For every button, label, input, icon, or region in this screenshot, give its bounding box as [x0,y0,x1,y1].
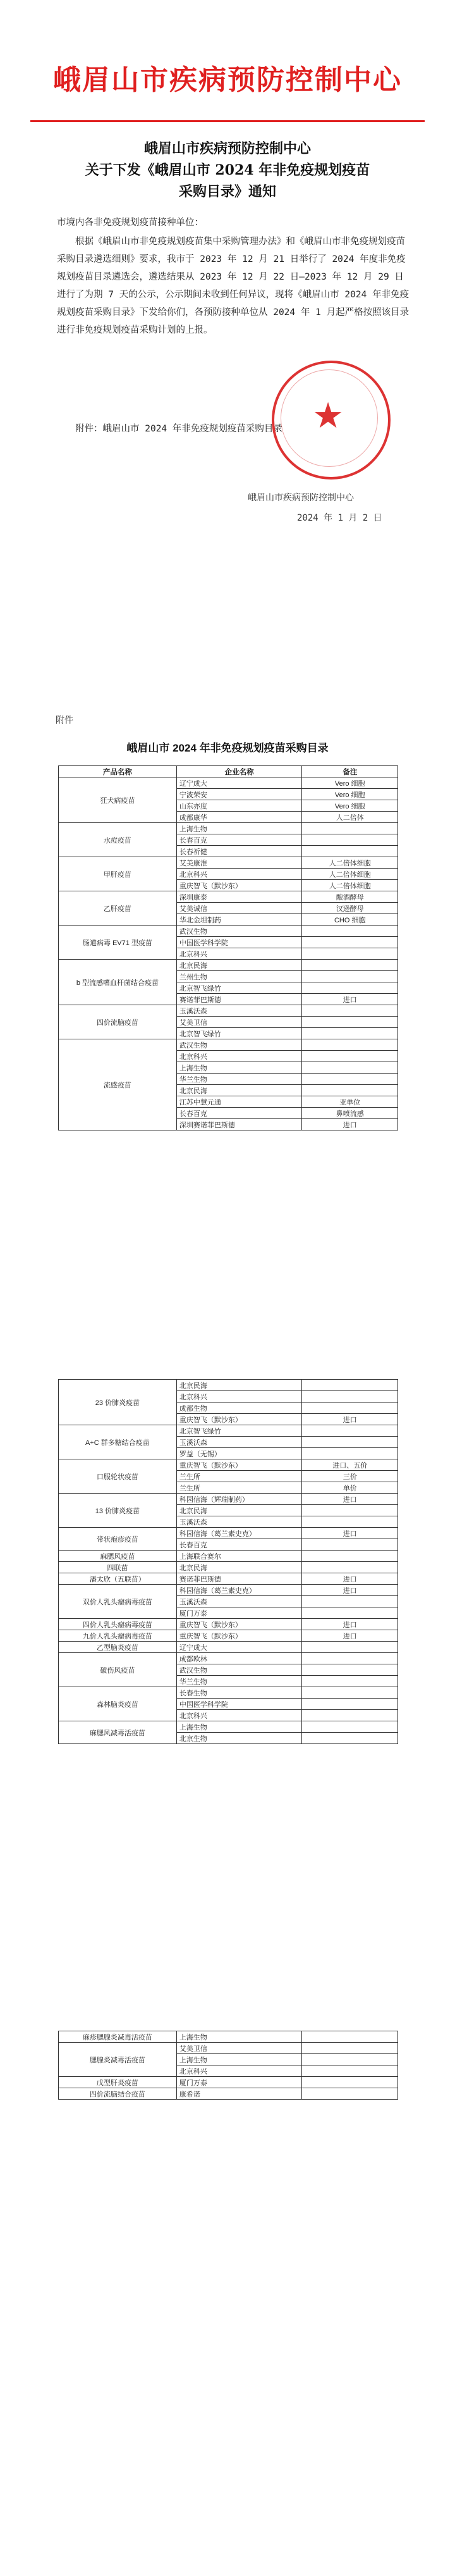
product-name-cell: 狂犬病疫苗 [59,777,177,823]
note-cell [302,1028,398,1039]
enterprise-cell: 北京科兴 [176,869,302,880]
seal-star-icon: ★ [312,395,344,437]
table-row [59,1039,398,1051]
note-cell: 三价 [302,1471,398,1482]
note-cell [302,1437,398,1448]
product-name-cell: 腮腺炎减毒活疫苗 [59,2043,177,2077]
note-cell: 汉逊酵母 [302,903,398,914]
note-cell [302,2088,398,2100]
note-cell [302,1403,398,1414]
table-row [59,891,398,903]
enterprise-cell: 重庆智飞（默沙东） [176,880,302,891]
product-name-cell: 口服轮状疫苗 [59,1459,177,1494]
enterprise-cell: 武汉生物 [176,926,302,937]
enterprise-cell: 长春百克 [176,1539,302,1551]
note-cell: 进口 [302,1573,398,1585]
note-cell: 进口、五价 [302,1459,398,1471]
enterprise-cell: 北京民海 [176,1562,302,1573]
product-name-cell: 四价人乳头瘤病毒疫苗 [59,1619,177,1630]
note-cell [302,1596,398,1607]
table-title: 峨眉山市 2024 年非免疫规划疫苗采购目录 [126,742,329,754]
note-cell: 人二倍体细胞 [302,869,398,880]
note-cell: 人二倍体细胞 [302,857,398,869]
note-cell: Vero 细胞 [302,789,398,800]
note-cell [302,1710,398,1721]
note-cell [302,1062,398,1074]
enterprise-cell: 成都欧林 [176,1653,302,1664]
product-name-cell: 23 价肺炎疫苗 [59,1380,177,1425]
note-cell: 进口 [302,1494,398,1505]
org-banner: 峨眉山市疾病预防控制中心 [53,64,402,96]
product-name-cell: 甲肝疫苗 [59,857,177,891]
enterprise-cell: 艾美诚信 [176,903,302,914]
table-row [59,2088,398,2100]
enterprise-cell: 长春生物 [176,1687,302,1699]
product-name-cell: 四联苗 [59,1562,177,1573]
note-cell [302,1687,398,1699]
enterprise-cell: 玉溪沃森 [176,1596,302,1607]
note-cell [302,1391,398,1403]
note-cell [302,2065,398,2077]
product-name-cell: 麻疹腮腺炎减毒活疫苗 [59,2031,177,2043]
note-cell [302,1642,398,1653]
enterprise-cell: 兰生所 [176,1471,302,1482]
attachment-label: 附件 [56,715,73,725]
note-cell [302,1085,398,1096]
note-cell: 人二倍体 [302,812,398,823]
enterprise-cell: 艾美卫信 [176,1017,302,1028]
table-row [59,1380,398,1391]
enterprise-cell: 上海生物 [176,1062,302,1074]
enterprise-cell: 玉溪沃森 [176,1005,302,1017]
product-name-cell: 破伤风疫苗 [59,1653,177,1687]
note-cell: 人二倍体细胞 [302,880,398,891]
enterprise-cell: 长春祈健 [176,846,302,857]
product-name-cell: 肠道病毒 EV71 型疫苗 [59,926,177,960]
enterprise-cell: 北京科兴 [176,1710,302,1721]
note-cell: 进口 [302,994,398,1005]
table-row [59,2031,398,2043]
page-break [0,2005,455,2012]
note-cell [302,2077,398,2088]
note-cell [302,1551,398,1562]
enterprise-cell: 罗益（无锡） [176,1448,302,1459]
note-cell: Vero 细胞 [302,777,398,789]
note-cell [302,1562,398,1573]
table-row [59,1573,398,1585]
enterprise-cell: 厦门万泰 [176,2077,302,2088]
enterprise-cell: 上海生物 [176,823,302,834]
note-cell [302,982,398,994]
enterprise-cell: 深圳康泰 [176,891,302,903]
product-name-cell: 九价人乳头瘤病毒疫苗 [59,1630,177,1642]
attachment-page-2 [0,1335,455,2005]
table-row [59,1687,398,1699]
page-break [0,696,455,702]
note-cell: CHO 细胞 [302,914,398,926]
note-cell [302,1425,398,1437]
note-cell: 进口 [302,1619,398,1630]
header-note: 备注 [302,766,398,777]
enterprise-cell: 兰生所 [176,1482,302,1494]
note-cell [302,1733,398,1744]
product-name-cell: 流感疫苗 [59,1039,177,1130]
note-cell [302,1539,398,1551]
note-cell [302,1676,398,1687]
attachment-page-1 [0,702,455,1328]
enterprise-cell: 辽宁成大 [176,777,302,789]
enterprise-cell: 北京科兴 [176,948,302,960]
note-cell [302,2043,398,2054]
table-row [59,1642,398,1653]
enterprise-cell: 北京民海 [176,1380,302,1391]
enterprise-cell: 上海生物 [176,2054,302,2065]
enterprise-cell: 北京智飞绿竹 [176,1425,302,1437]
table-row [59,2043,398,2054]
note-cell [302,960,398,971]
table-row [59,1551,398,1562]
enterprise-cell: 北京民海 [176,1505,302,1516]
note-cell [302,823,398,834]
enterprise-cell: 武汉生物 [176,1039,302,1051]
table-row [59,857,398,869]
enterprise-cell: 重庆智飞（默沙东） [176,1619,302,1630]
table-row [59,823,398,834]
enterprise-cell: 重庆智飞（默沙东） [176,1630,302,1642]
vaccine-table-part1 [58,765,398,1130]
note-cell [302,1039,398,1051]
enterprise-cell: 艾美卫信 [176,2043,302,2054]
notice-paragraph-1: 根据《峨眉山市非免疫规划疫苗集中采购管理办法》和《峨眉山市非免疫规划疫苗采购目录遴选细则》要求，我市于 2023 年 12 月 21 日举行了 2024 年度非免疫规划疫苗目录遴选会，遴选结果从 2023 年 12 月 22 日—2023 年 12 月 29 日进行了为期 7 天的公示，公示期间未收到任何异议，现将《峨眉山市 2024 年非免疫规划疫苗采购目录》下发给你们，各预防接种单位从 2024 年 1 月起严格按照该目录进行非免疫规划疫苗采购计划的上报。 [57,237,410,335]
enterprise-cell: 北京生物 [176,1733,302,1744]
note-cell: 进口 [302,1528,398,1539]
enterprise-cell: 成都康华 [176,812,302,823]
note-cell [302,1051,398,1062]
note-cell [302,971,398,982]
product-name-cell: 戊型肝炎疫苗 [59,2077,177,2088]
enterprise-cell: 赛诺菲巴斯德 [176,1573,302,1585]
notice-title-line1: 峨眉山市疾病预防控制中心 [143,140,311,157]
enterprise-cell: 玉溪沃森 [176,1437,302,1448]
table-row [59,1494,398,1505]
note-cell [302,1505,398,1516]
enterprise-cell: 赛诺菲巴斯德 [176,994,302,1005]
enterprise-cell: 艾美康淮 [176,857,302,869]
enterprise-cell: 康希诺 [176,2088,302,2100]
note-cell [302,2054,398,2065]
table-row [59,926,398,937]
enterprise-cell: 兰州生物 [176,971,302,982]
enterprise-cell: 北京科兴 [176,1051,302,1062]
note-cell [302,1005,398,1017]
enterprise-cell: 长春百克 [176,834,302,846]
page-break [0,1328,455,1335]
note-cell [302,1699,398,1710]
enterprise-cell: 北京科兴 [176,1391,302,1403]
notice-page [0,0,455,696]
product-name-cell: 带状疱疹疫苗 [59,1528,177,1551]
note-cell [302,1721,398,1733]
note-cell: 单价 [302,1482,398,1494]
note-cell [302,926,398,937]
enterprise-cell: 玉溪沃森 [176,1516,302,1528]
vaccine-table-part3 [58,2031,398,2100]
note-cell [302,1017,398,1028]
enterprise-cell: 江苏中慧元通 [176,1096,302,1108]
note-cell [302,1653,398,1664]
enterprise-cell: 北京智飞绿竹 [176,1028,302,1039]
enterprise-cell: 重庆智飞（默沙东） [176,1459,302,1471]
sign-date: 2024 年 1 月 2 日 [297,513,382,523]
notice-title-line3: 采购目录》通知 [178,183,276,200]
product-name-cell: 四价流脑结合疫苗 [59,2088,177,2100]
enterprise-cell: 上海生物 [176,2031,302,2043]
product-name-cell: 四价流脑疫苗 [59,1005,177,1039]
vaccine-table-part2 [58,1379,398,1744]
enterprise-cell: 厦门万泰 [176,1607,302,1619]
product-name-cell: A+C 群多糖结合疫苗 [59,1425,177,1459]
product-name-cell: b 型流感嗜血杆菌结合疫苗 [59,960,177,1005]
note-cell [302,1074,398,1085]
notice-paragraph-2: 附件：峨眉山市 2024 年非免疫规划疫苗采购目录 [75,424,282,434]
table-row [59,1005,398,1017]
enterprise-cell: 武汉生物 [176,1664,302,1676]
red-divider [30,120,425,122]
product-name-cell: 森林脑炎疫苗 [59,1687,177,1721]
enterprise-cell: 上海生物 [176,1721,302,1733]
enterprise-cell: 中国医学科学院 [176,1699,302,1710]
table-row [59,777,398,789]
note-cell [302,834,398,846]
note-cell [302,948,398,960]
enterprise-cell: 辽宁成大 [176,1642,302,1653]
note-cell: 进口 [302,1414,398,1425]
salutation: 市境内各非免疫规划疫苗接种单位： [57,218,203,228]
product-name-cell: 水痘疫苗 [59,823,177,857]
note-cell: Vero 细胞 [302,800,398,812]
note-cell: 鼻喷流感 [302,1108,398,1119]
enterprise-cell: 深圳赛诺菲巴斯德 [176,1119,302,1130]
product-name-cell: 13 价肺炎疫苗 [59,1494,177,1528]
attachment-page-3 [0,2012,455,2576]
header-product: 产品名称 [59,766,177,777]
enterprise-cell: 华兰生物 [176,1676,302,1687]
enterprise-cell: 科园信海（辉瑞制药） [176,1494,302,1505]
note-cell: 进口 [302,1630,398,1642]
enterprise-cell: 中国医学科学院 [176,937,302,948]
enterprise-cell: 华兰生物 [176,1074,302,1085]
table-header-row [59,766,398,777]
table-row [59,1585,398,1596]
table-row [59,1528,398,1539]
enterprise-cell: 重庆智飞（默沙东） [176,1414,302,1425]
enterprise-cell: 北京智飞绿竹 [176,982,302,994]
note-cell [302,846,398,857]
enterprise-cell: 科园信海（葛兰素史克） [176,1585,302,1596]
official-seal [272,361,391,480]
table-row [59,1630,398,1642]
table-row [59,1619,398,1630]
enterprise-cell: 科园信海（葛兰素史克） [176,1528,302,1539]
product-name-cell: 麻腮风疫苗 [59,1551,177,1562]
enterprise-cell: 上海联合赛尔 [176,1551,302,1562]
note-cell: 进口 [302,1585,398,1596]
enterprise-cell: 山东亦度 [176,800,302,812]
note-cell: 进口 [302,1119,398,1130]
table-row [59,1721,398,1733]
table-row [59,2077,398,2088]
product-name-cell: 双价人乳头瘤病毒疫苗 [59,1585,177,1619]
note-cell [302,1380,398,1391]
product-name-cell: 乙肝疫苗 [59,891,177,926]
table-row [59,1459,398,1471]
sign-org: 峨眉山市疾病预防控制中心 [248,493,354,503]
product-name-cell: 潘太欣（五联苗） [59,1573,177,1585]
note-cell [302,2031,398,2043]
note-cell [302,1516,398,1528]
notice-title-line2: 关于下发《峨眉山市 2024 年非免疫规划疫苗 [85,162,370,178]
note-cell: 酿酒酵母 [302,891,398,903]
note-cell: 亚单位 [302,1096,398,1108]
enterprise-cell: 北京民海 [176,960,302,971]
product-name-cell: 乙型脑炎疫苗 [59,1642,177,1653]
table-row [59,1653,398,1664]
note-cell [302,1664,398,1676]
enterprise-cell: 北京民海 [176,1085,302,1096]
header-enterprise: 企业名称 [176,766,302,777]
table-row [59,1562,398,1573]
table-row [59,960,398,971]
note-cell [302,1607,398,1619]
note-cell [302,1448,398,1459]
note-cell [302,937,398,948]
enterprise-cell: 成都生物 [176,1403,302,1414]
enterprise-cell: 宁波荣安 [176,789,302,800]
product-name-cell: 麻腮风减毒活疫苗 [59,1721,177,1744]
enterprise-cell: 长春百克 [176,1108,302,1119]
enterprise-cell: 华北金坦制药 [176,914,302,926]
table-row [59,1425,398,1437]
enterprise-cell: 北京科兴 [176,2065,302,2077]
